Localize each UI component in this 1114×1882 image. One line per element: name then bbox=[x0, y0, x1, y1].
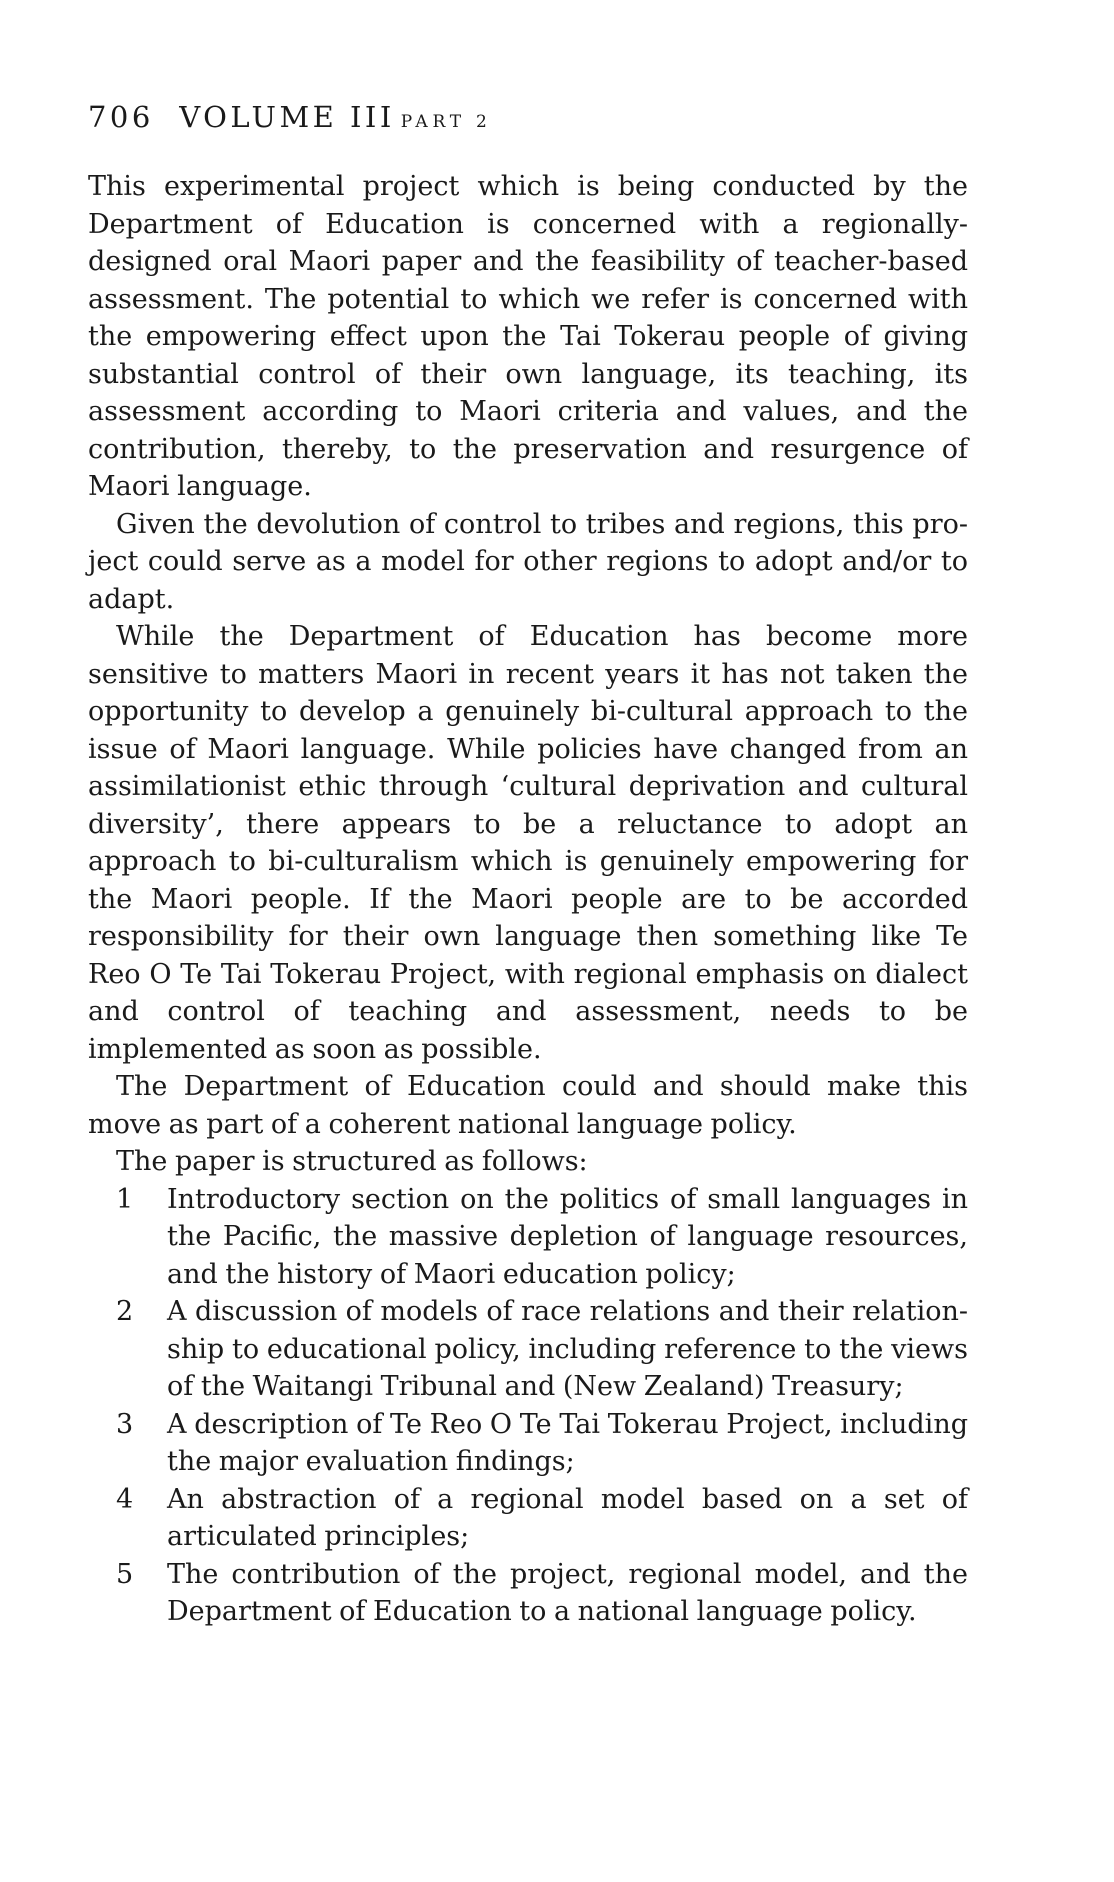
list-item-number: 1 bbox=[116, 1183, 134, 1215]
paragraph-2: Given the devolution of control to tribes and regions, this project could serve as a model for other regions to adopt and/or to adapt. bbox=[88, 508, 968, 615]
list-item-text: A description of Te Reo O Te Tai Tokerau Project, including the major evaluation findings; bbox=[167, 1408, 968, 1477]
list-item-number: 5 bbox=[116, 1558, 134, 1590]
running-head bbox=[88, 100, 968, 134]
list-item-number: 4 bbox=[116, 1483, 134, 1515]
paragraph-4: The Department of Education could and should make this move as part of a coherent national language policy. bbox=[88, 1071, 968, 1140]
list-item bbox=[116, 1181, 968, 1294]
list-item-number: 3 bbox=[116, 1408, 134, 1440]
paragraph-3: While the Department of Education has become more sensitive to matters Maori in recent years it has not taken the opportunity to develop a genuinely bi-cultural approach to the issue of Maori language. While policies have changed from an assimilationist ethic through ‘cultural deprivation and cultural diversity’, there appears to be a reluctance to adopt an approach to bi-culturalism which is genuinely empowering for the Maori people. If the Maori people are to be accorded responsibility for their own language then something like Te Reo O Te Tai Tokerau Project, with regional emphasis on dialect and control of teaching and assessment, needs to be implemented as soon as possible. bbox=[88, 621, 968, 1065]
page-number: 706 bbox=[88, 100, 154, 134]
list-item bbox=[116, 1556, 968, 1631]
list-item-text: The contribution of the project, regional model, and the Department of Education to a national language policy. bbox=[167, 1558, 968, 1627]
body-text bbox=[88, 168, 968, 1631]
part-label: PART 2 bbox=[400, 112, 492, 132]
volume-label: VOLUME III bbox=[179, 100, 395, 134]
structure-list bbox=[88, 1181, 968, 1631]
list-item-text: An abstraction of a regional model based on a set of articulated principles; bbox=[167, 1483, 968, 1552]
list-item-text: Introductory section on the politics of small languages in the Pacific, the massive depletion of language resources, and the history of Maori education policy; bbox=[167, 1183, 968, 1290]
list-item bbox=[116, 1293, 968, 1406]
paragraph-1: This experimental project which is being conducted by the Department of Education is concerned with a regionally-designed oral Maori paper and the feasibility of teacher-based assessment. The potential to which we refer is concerned with the empowering effect upon the Tai Tokerau people of giving substantial control of their own language, its teaching, its assessment according to Maori criteria and values, and the contribution, thereby, to the preservation and resurgence of Maori language. bbox=[88, 171, 968, 502]
list-item-number: 2 bbox=[116, 1296, 134, 1327]
document-page bbox=[88, 100, 968, 1631]
list-item bbox=[116, 1406, 968, 1481]
list-item bbox=[116, 1481, 968, 1556]
list-item-text: A discussion of models of race relations and their relationship to educational policy, including reference to the views of the Waitangi Tribunal and (New Zealand) Treasury; bbox=[167, 1296, 968, 1402]
paragraph-5: The paper is structured as follows: bbox=[116, 1146, 588, 1177]
